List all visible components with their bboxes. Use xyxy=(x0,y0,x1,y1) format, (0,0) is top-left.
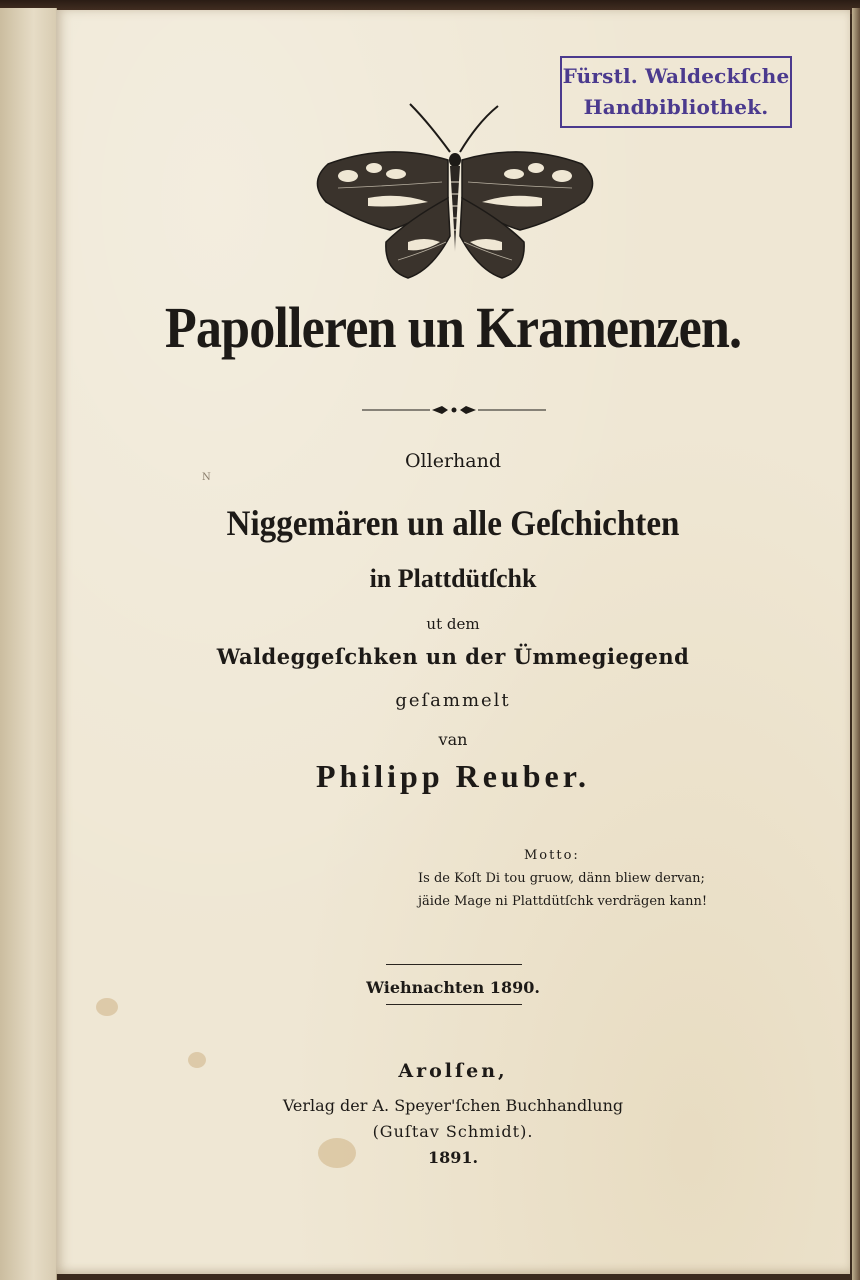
stamp-line-2: Handbibliothek. xyxy=(583,95,769,119)
motto-line-2: jäide Mage ni Plattdütſchk verdrägen kann! xyxy=(418,894,708,909)
foxing-spot xyxy=(96,998,118,1016)
subtitle-line-7: van xyxy=(438,730,468,749)
subtitle-line-1: Ollerhand xyxy=(404,450,502,472)
subtitle-line-3: in Plattdütſchk xyxy=(369,564,537,593)
motto-line-1: Is de Koſt Di tou gruow, dänn bliew dervan; xyxy=(418,871,705,886)
publication-year: 1891. xyxy=(427,1148,479,1167)
divider-ornament-icon xyxy=(362,403,546,417)
stamp-line-1: Fürstl. Waldeckſche xyxy=(562,64,790,88)
publisher-name: Verlag der A. Speyer'ſchen Buchhandlung xyxy=(282,1096,624,1115)
book-cover-edge xyxy=(852,8,860,1280)
author-name: Philipp Reuber. xyxy=(316,758,590,794)
dedication-date: Wiehnachten 1890. xyxy=(366,978,540,997)
subtitle-line-5: Waldeggeſchken un der Ümmegiegend xyxy=(216,644,690,669)
publisher-owner: (Guſtav Schmidt). xyxy=(372,1122,534,1141)
subtitle-line-6: geſammelt xyxy=(395,690,511,711)
title-page xyxy=(56,10,850,1274)
rule-top xyxy=(386,964,522,965)
motto-label: Motto: xyxy=(524,848,580,863)
margin-mark: N xyxy=(202,472,211,483)
publisher-city: Arolſen, xyxy=(398,1060,508,1082)
facing-page-edge xyxy=(0,8,57,1280)
rule-bottom xyxy=(386,1004,522,1005)
subtitle-line-2: Niggemären un alle Geſchichten xyxy=(226,503,680,543)
subtitle-line-4: ut dem xyxy=(426,615,480,633)
butterfly-icon xyxy=(308,102,602,292)
book-title: Papolleren un Kramenzen. xyxy=(164,295,742,360)
